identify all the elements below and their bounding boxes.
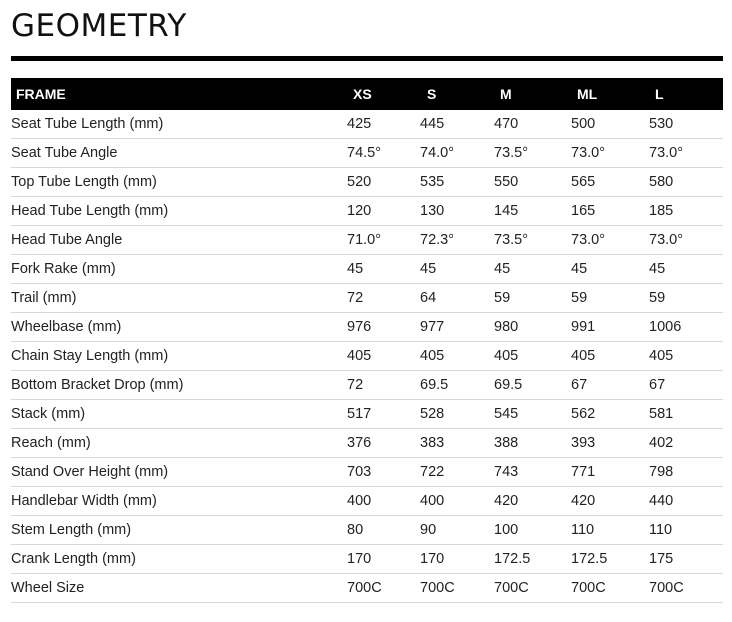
cell-ml: 172.5 [571, 545, 649, 574]
cell-xs: 72 [347, 371, 420, 400]
cell-m: 980 [494, 313, 571, 342]
row-label: Stand Over Height (mm) [11, 458, 347, 487]
table-row [11, 255, 723, 284]
cell-xs: 170 [347, 545, 420, 574]
cell-l: 175 [649, 545, 723, 574]
table-body [11, 110, 723, 603]
table-row [11, 342, 723, 371]
header-size-l: L [655, 86, 664, 102]
table-row [11, 313, 723, 342]
table-header-row [11, 78, 723, 110]
row-label: Stack (mm) [11, 400, 347, 429]
cell-s: 72.3° [420, 226, 494, 255]
cell-m: 420 [494, 487, 571, 516]
cell-l: 110 [649, 516, 723, 545]
table-row [11, 487, 723, 516]
row-label: Seat Tube Angle [11, 139, 347, 168]
row-label: Reach (mm) [11, 429, 347, 458]
cell-m: 145 [494, 197, 571, 226]
cell-l: 402 [649, 429, 723, 458]
table-row [11, 429, 723, 458]
cell-xs: 120 [347, 197, 420, 226]
cell-xs: 376 [347, 429, 420, 458]
cell-m: 545 [494, 400, 571, 429]
cell-xs: 425 [347, 110, 420, 139]
cell-ml: 420 [571, 487, 649, 516]
cell-ml: 67 [571, 371, 649, 400]
cell-ml: 771 [571, 458, 649, 487]
cell-l: 530 [649, 110, 723, 139]
cell-s: 400 [420, 487, 494, 516]
cell-ml: 700C [571, 574, 649, 603]
row-label: Fork Rake (mm) [11, 255, 347, 284]
header-size-m: M [500, 86, 512, 102]
cell-l: 581 [649, 400, 723, 429]
cell-xs: 405 [347, 342, 420, 371]
cell-m: 470 [494, 110, 571, 139]
cell-l: 73.0° [649, 139, 723, 168]
header-size-ml: ML [577, 86, 598, 102]
header-size-s: S [427, 86, 437, 102]
cell-l: 73.0° [649, 226, 723, 255]
cell-m: 700C [494, 574, 571, 603]
table-row [11, 226, 723, 255]
row-label: Head Tube Length (mm) [11, 197, 347, 226]
cell-m: 59 [494, 284, 571, 313]
title-divider [11, 56, 723, 61]
table-row [11, 516, 723, 545]
cell-s: 535 [420, 168, 494, 197]
cell-l: 1006 [649, 313, 723, 342]
cell-m: 100 [494, 516, 571, 545]
cell-xs: 71.0° [347, 226, 420, 255]
cell-xs: 72 [347, 284, 420, 313]
cell-ml: 500 [571, 110, 649, 139]
table-row [11, 574, 723, 603]
cell-s: 74.0° [420, 139, 494, 168]
cell-l: 45 [649, 255, 723, 284]
row-label: Bottom Bracket Drop (mm) [11, 371, 347, 400]
table-row [11, 110, 723, 139]
table-row [11, 284, 723, 313]
table-row [11, 400, 723, 429]
cell-m: 45 [494, 255, 571, 284]
cell-m: 550 [494, 168, 571, 197]
table-row [11, 139, 723, 168]
cell-xs: 80 [347, 516, 420, 545]
cell-xs: 700C [347, 574, 420, 603]
cell-l: 700C [649, 574, 723, 603]
cell-m: 172.5 [494, 545, 571, 574]
cell-s: 977 [420, 313, 494, 342]
header-frame-label: FRAME [16, 86, 66, 102]
cell-ml: 562 [571, 400, 649, 429]
row-label: Stem Length (mm) [11, 516, 347, 545]
cell-s: 445 [420, 110, 494, 139]
cell-m: 69.5 [494, 371, 571, 400]
cell-xs: 400 [347, 487, 420, 516]
cell-s: 405 [420, 342, 494, 371]
cell-m: 405 [494, 342, 571, 371]
cell-xs: 520 [347, 168, 420, 197]
cell-ml: 165 [571, 197, 649, 226]
cell-l: 440 [649, 487, 723, 516]
cell-xs: 45 [347, 255, 420, 284]
cell-s: 45 [420, 255, 494, 284]
cell-s: 130 [420, 197, 494, 226]
cell-s: 90 [420, 516, 494, 545]
cell-ml: 991 [571, 313, 649, 342]
cell-m: 73.5° [494, 139, 571, 168]
cell-ml: 393 [571, 429, 649, 458]
cell-s: 528 [420, 400, 494, 429]
cell-ml: 73.0° [571, 226, 649, 255]
cell-ml: 73.0° [571, 139, 649, 168]
cell-m: 73.5° [494, 226, 571, 255]
table-row [11, 168, 723, 197]
cell-m: 743 [494, 458, 571, 487]
cell-ml: 565 [571, 168, 649, 197]
row-label: Head Tube Angle [11, 226, 347, 255]
cell-ml: 110 [571, 516, 649, 545]
cell-xs: 703 [347, 458, 420, 487]
row-label: Wheelbase (mm) [11, 313, 347, 342]
cell-ml: 405 [571, 342, 649, 371]
cell-s: 700C [420, 574, 494, 603]
cell-s: 383 [420, 429, 494, 458]
table-row [11, 371, 723, 400]
row-label: Top Tube Length (mm) [11, 168, 347, 197]
cell-xs: 976 [347, 313, 420, 342]
cell-l: 798 [649, 458, 723, 487]
row-label: Chain Stay Length (mm) [11, 342, 347, 371]
cell-ml: 45 [571, 255, 649, 284]
cell-l: 405 [649, 342, 723, 371]
cell-s: 64 [420, 284, 494, 313]
cell-l: 185 [649, 197, 723, 226]
row-label: Wheel Size [11, 574, 347, 603]
cell-s: 69.5 [420, 371, 494, 400]
cell-s: 170 [420, 545, 494, 574]
cell-l: 67 [649, 371, 723, 400]
cell-l: 580 [649, 168, 723, 197]
table-row [11, 458, 723, 487]
cell-ml: 59 [571, 284, 649, 313]
cell-m: 388 [494, 429, 571, 458]
cell-xs: 517 [347, 400, 420, 429]
cell-s: 722 [420, 458, 494, 487]
header-size-xs: XS [353, 86, 372, 102]
page-title: GEOMETRY [11, 8, 187, 44]
row-label: Handlebar Width (mm) [11, 487, 347, 516]
table-row [11, 197, 723, 226]
table-row [11, 545, 723, 574]
cell-l: 59 [649, 284, 723, 313]
cell-xs: 74.5° [347, 139, 420, 168]
geometry-table [11, 78, 723, 603]
row-label: Crank Length (mm) [11, 545, 347, 574]
row-label: Trail (mm) [11, 284, 347, 313]
row-label: Seat Tube Length (mm) [11, 110, 347, 139]
